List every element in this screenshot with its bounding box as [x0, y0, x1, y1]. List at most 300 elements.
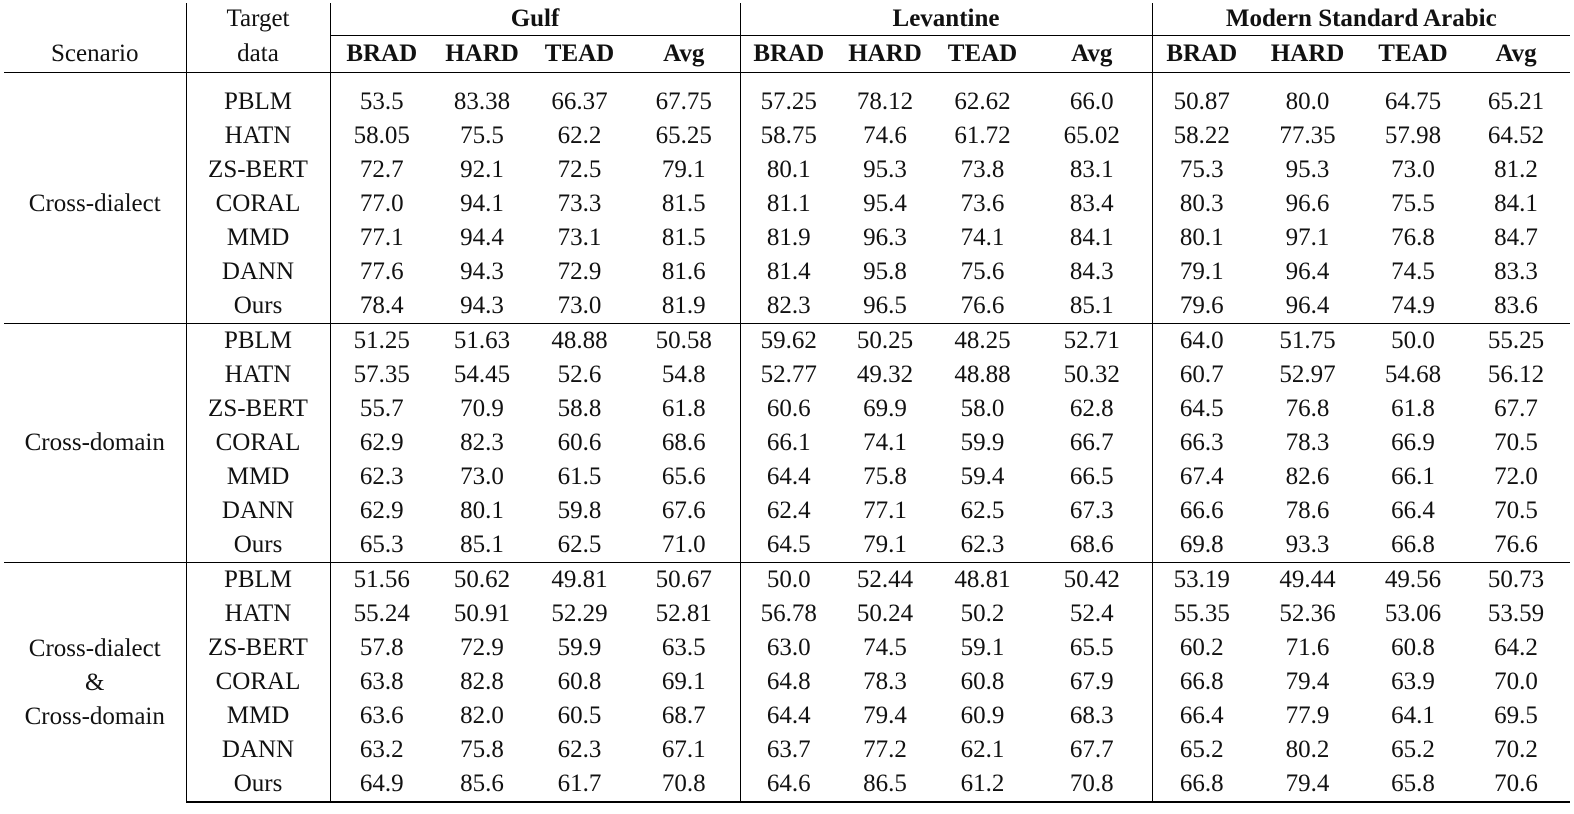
score-cell: 49.32	[856, 361, 914, 388]
score-cell: 57.35	[330, 358, 433, 392]
score-cell: 68.6	[1069, 531, 1114, 558]
score-cell: 70.6	[1462, 767, 1570, 802]
subcol-header: BRAD	[330, 36, 433, 73]
score-cell: 72.0	[1494, 463, 1538, 490]
model-name: DANN	[186, 494, 330, 528]
score-cell: 69.9	[863, 395, 907, 422]
score-cell: 50.25	[837, 324, 933, 359]
model-name: CORAL	[186, 426, 330, 460]
score-cell: 67.75	[655, 88, 712, 115]
score-cell: 67.4	[1152, 460, 1251, 494]
model-name: HATN	[186, 358, 330, 392]
table-header	[4, 3, 1570, 73]
score-cell: 57.8	[330, 631, 433, 665]
score-cell: 57.98	[1384, 122, 1442, 149]
model-name: PBLM	[186, 563, 330, 598]
score-cell: 70.5	[1494, 429, 1538, 456]
score-cell: 50.73	[1462, 563, 1570, 598]
score-cell: 64.1	[1391, 702, 1435, 729]
score-cell: 84.1	[1494, 190, 1538, 217]
score-cell: 81.1	[740, 187, 837, 221]
score-cell: 62.3	[330, 460, 433, 494]
score-cell: 85.1	[460, 531, 504, 558]
score-cell: 79.1	[661, 156, 706, 183]
score-cell: 61.2	[933, 767, 1032, 802]
score-cell: 50.0	[1364, 324, 1462, 359]
scenario-block-cross-dialect-domain	[4, 563, 1570, 803]
score-cell: 96.5	[863, 292, 907, 319]
score-cell: 72.9	[557, 258, 602, 285]
score-cell: 62.4	[740, 494, 837, 528]
score-cell: 66.7	[1069, 429, 1114, 456]
score-cell: 64.5	[1152, 392, 1251, 426]
score-cell: 81.6	[661, 258, 706, 285]
score-cell: 79.4	[863, 702, 907, 729]
score-cell: 66.5	[1069, 463, 1114, 490]
score-cell: 79.1	[863, 531, 907, 558]
score-cell: 80.2	[1285, 736, 1330, 763]
score-cell: 63.7	[740, 733, 837, 767]
scenario-header: Scenario	[4, 3, 186, 73]
score-cell: 84.7	[1494, 224, 1538, 251]
score-cell: 48.25	[933, 324, 1032, 359]
score-cell: 76.6	[1494, 531, 1538, 558]
score-cell: 48.88	[531, 324, 628, 359]
score-cell: 66.3	[1152, 426, 1251, 460]
model-name: Ours	[186, 289, 330, 324]
score-cell: 58.22	[1152, 119, 1251, 153]
score-cell: 53.59	[1487, 600, 1545, 627]
scenario-label	[4, 563, 186, 803]
score-cell: 75.8	[863, 463, 907, 490]
table-row	[4, 358, 1570, 392]
subcol-header: TEAD	[531, 36, 628, 73]
score-cell: 52.36	[1279, 600, 1336, 627]
table-row	[4, 73, 1570, 120]
score-cell: 96.6	[1285, 190, 1330, 217]
score-cell: 52.6	[557, 361, 602, 388]
score-cell: 78.6	[1285, 497, 1330, 524]
score-cell: 73.0	[1391, 156, 1435, 183]
score-cell: 63.8	[330, 665, 433, 699]
score-cell: 76.8	[1391, 224, 1435, 251]
score-cell: 60.8	[1391, 634, 1435, 661]
score-cell: 92.1	[460, 156, 504, 183]
score-cell: 50.32	[1063, 361, 1120, 388]
score-cell: 64.5	[740, 528, 837, 563]
score-cell: 95.3	[863, 156, 907, 183]
score-cell: 75.6	[960, 258, 1005, 285]
score-cell: 64.75	[1384, 88, 1442, 115]
score-cell: 53.19	[1152, 563, 1251, 598]
group-header-levantine: Levantine	[740, 3, 1152, 36]
score-cell: 64.4	[740, 460, 837, 494]
score-cell: 85.1	[1069, 292, 1114, 319]
score-cell: 50.87	[1152, 73, 1251, 120]
score-cell: 58.75	[740, 119, 837, 153]
model-name: HATN	[186, 597, 330, 631]
score-cell: 60.6	[557, 429, 602, 456]
score-cell: 61.5	[557, 463, 602, 490]
score-cell: 50.58	[628, 324, 740, 359]
score-cell: 63.9	[1391, 668, 1435, 695]
score-cell: 67.3	[1069, 497, 1114, 524]
score-cell: 81.2	[1494, 156, 1538, 183]
score-cell: 95.3	[1285, 156, 1330, 183]
score-cell: 74.1	[863, 429, 907, 456]
score-cell: 85.6	[433, 767, 531, 802]
score-cell: 68.3	[1069, 702, 1114, 729]
score-cell: 69.1	[661, 668, 706, 695]
results-table	[4, 3, 1570, 803]
score-cell: 60.5	[557, 702, 602, 729]
score-cell: 70.9	[460, 395, 504, 422]
score-cell: 62.2	[557, 122, 602, 149]
score-cell: 55.25	[1462, 324, 1570, 359]
score-cell: 52.97	[1279, 361, 1336, 388]
score-cell: 61.8	[661, 395, 706, 422]
score-cell: 60.7	[1152, 358, 1251, 392]
score-cell: 66.8	[1391, 531, 1435, 558]
subcol-header: TEAD	[1364, 36, 1462, 73]
score-cell: 62.1	[960, 736, 1005, 763]
score-cell: 55.7	[330, 392, 433, 426]
score-cell: 63.0	[740, 631, 837, 665]
scenario-label-line: Cross-domain	[24, 429, 165, 456]
score-cell: 53.5	[330, 73, 433, 120]
table-row	[4, 426, 1570, 460]
score-cell: 77.2	[863, 736, 907, 763]
score-cell: 94.4	[460, 224, 504, 251]
score-cell: 51.63	[433, 324, 531, 359]
scenario-label-line: Cross-dialect	[28, 634, 161, 662]
score-cell: 50.62	[433, 563, 531, 598]
score-cell: 67.7	[1494, 395, 1538, 422]
scenario-label-line: Cross-dialect	[28, 190, 161, 217]
model-name: DANN	[186, 733, 330, 767]
score-cell: 66.0	[1069, 88, 1114, 115]
score-cell: 51.56	[330, 563, 433, 598]
score-cell: 73.6	[960, 190, 1005, 217]
score-cell: 64.0	[1152, 324, 1251, 359]
score-cell: 53.06	[1384, 600, 1442, 627]
score-cell: 62.9	[330, 494, 433, 528]
group-header-msa: Modern Standard Arabic	[1152, 3, 1570, 36]
score-cell: 69.8	[1152, 528, 1251, 563]
score-cell: 67.6	[661, 497, 706, 524]
score-cell: 86.5	[837, 767, 933, 802]
score-cell: 74.5	[863, 634, 907, 661]
table-row	[4, 494, 1570, 528]
score-cell: 70.8	[628, 767, 740, 802]
score-cell: 80.0	[1285, 88, 1330, 115]
score-cell: 66.37	[551, 88, 608, 115]
scenario-label-line: Cross-domain	[24, 702, 165, 730]
score-cell: 54.68	[1384, 361, 1442, 388]
table-row	[4, 392, 1570, 426]
score-cell: 76.6	[960, 292, 1005, 319]
score-cell: 56.78	[740, 597, 837, 631]
score-cell: 59.9	[960, 429, 1005, 456]
subcol-header: Avg	[1032, 36, 1152, 73]
score-cell: 60.9	[960, 702, 1005, 729]
table-row	[4, 631, 1570, 665]
score-cell: 71.6	[1285, 634, 1330, 661]
score-cell: 69.5	[1494, 702, 1538, 729]
table-row	[4, 324, 1570, 359]
model-name: MMD	[186, 699, 330, 733]
score-cell: 83.3	[1494, 258, 1538, 285]
score-cell: 59.62	[740, 324, 837, 359]
score-cell: 82.6	[1285, 463, 1330, 490]
score-cell: 59.9	[557, 634, 602, 661]
score-cell: 66.6	[1152, 494, 1251, 528]
score-cell: 66.8	[1152, 665, 1251, 699]
score-cell: 79.4	[1251, 767, 1364, 802]
score-cell: 55.35	[1152, 597, 1251, 631]
score-cell: 66.1	[740, 426, 837, 460]
score-cell: 82.3	[460, 429, 504, 456]
score-cell: 74.1	[960, 224, 1005, 251]
score-cell: 66.8	[1152, 767, 1251, 802]
score-cell: 80.3	[1152, 187, 1251, 221]
score-cell: 49.44	[1251, 563, 1364, 598]
score-cell: 62.5	[960, 497, 1005, 524]
table-row	[4, 665, 1570, 699]
model-name: ZS-BERT	[186, 153, 330, 187]
model-name: HATN	[186, 119, 330, 153]
table-row	[4, 460, 1570, 494]
model-name: PBLM	[186, 73, 330, 120]
model-name: MMD	[186, 460, 330, 494]
score-cell: 84.3	[1069, 258, 1114, 285]
score-cell: 65.6	[661, 463, 706, 490]
score-cell: 59.1	[960, 634, 1005, 661]
score-cell: 97.1	[1285, 224, 1330, 251]
score-cell: 52.44	[837, 563, 933, 598]
score-cell: 59.8	[557, 497, 602, 524]
score-cell: 48.81	[933, 563, 1032, 598]
score-cell: 74.6	[863, 122, 907, 149]
subcol-header: BRAD	[740, 36, 837, 73]
score-cell: 49.56	[1364, 563, 1462, 598]
score-cell: 70.2	[1494, 736, 1538, 763]
score-cell: 81.5	[661, 224, 706, 251]
score-cell: 66.4	[1391, 497, 1435, 524]
score-cell: 62.62	[954, 88, 1011, 115]
model-name: CORAL	[186, 665, 330, 699]
target-header-bottom: data	[186, 36, 330, 73]
score-cell: 62.3	[557, 736, 602, 763]
subcol-header: HARD	[837, 36, 933, 73]
score-cell: 51.25	[330, 324, 433, 359]
score-cell: 48.88	[954, 361, 1011, 388]
score-cell: 60.8	[557, 668, 602, 695]
score-cell: 65.02	[1063, 122, 1120, 149]
score-cell: 63.2	[330, 733, 433, 767]
model-name: MMD	[186, 221, 330, 255]
subcol-header: HARD	[433, 36, 531, 73]
score-cell: 50.24	[856, 600, 914, 627]
subcol-header: Avg	[628, 36, 740, 73]
score-cell: 67.9	[1069, 668, 1114, 695]
score-cell: 62.3	[960, 531, 1005, 558]
table-row	[4, 255, 1570, 289]
score-cell: 75.3	[1152, 153, 1251, 187]
score-cell: 65.3	[330, 528, 433, 563]
scenario-label-line: &	[85, 668, 105, 696]
score-cell: 60.8	[960, 668, 1005, 695]
score-cell: 71.0	[661, 531, 706, 558]
score-cell: 56.12	[1487, 361, 1545, 388]
score-cell: 65.5	[1069, 634, 1114, 661]
score-cell: 65.21	[1487, 88, 1545, 115]
score-cell: 74.9	[1391, 292, 1435, 319]
score-cell: 83.38	[453, 88, 511, 115]
score-cell: 73.1	[557, 224, 602, 251]
score-cell: 62.5	[557, 531, 602, 558]
score-cell: 83.1	[1069, 156, 1114, 183]
score-cell: 79.4	[1285, 668, 1330, 695]
score-cell: 74.5	[1391, 258, 1435, 285]
score-cell: 80.1	[740, 153, 837, 187]
score-cell: 78.12	[856, 88, 914, 115]
score-cell: 54.8	[661, 361, 706, 388]
table-row	[4, 563, 1570, 598]
table-row	[4, 767, 1570, 802]
score-cell: 94.3	[460, 258, 504, 285]
score-cell: 75.8	[460, 736, 504, 763]
model-name: DANN	[186, 255, 330, 289]
table-row	[4, 733, 1570, 767]
score-cell: 50.42	[1032, 563, 1152, 598]
score-cell: 96.4	[1285, 258, 1330, 285]
score-cell: 57.25	[740, 73, 837, 120]
table-row	[4, 528, 1570, 563]
score-cell: 59.4	[960, 463, 1005, 490]
score-cell: 81.4	[740, 255, 837, 289]
score-cell: 62.8	[1069, 395, 1114, 422]
score-cell: 61.8	[1391, 395, 1435, 422]
score-cell: 78.4	[330, 289, 433, 324]
subcol-header: TEAD	[933, 36, 1032, 73]
score-cell: 83.4	[1069, 190, 1114, 217]
table-row	[4, 597, 1570, 631]
table-row	[4, 699, 1570, 733]
score-cell: 61.7	[531, 767, 628, 802]
score-cell: 75.5	[1391, 190, 1435, 217]
score-cell: 77.1	[330, 221, 433, 255]
score-cell: 77.6	[330, 255, 433, 289]
score-cell: 77.0	[330, 187, 433, 221]
score-cell: 82.0	[460, 702, 504, 729]
model-name: Ours	[186, 528, 330, 563]
score-cell: 73.0	[460, 463, 504, 490]
score-cell: 80.1	[1152, 221, 1251, 255]
table-row	[4, 153, 1570, 187]
score-cell: 63.6	[330, 699, 433, 733]
score-cell: 96.3	[863, 224, 907, 251]
score-cell: 58.8	[557, 395, 602, 422]
score-cell: 60.2	[1152, 631, 1251, 665]
score-cell: 78.3	[1285, 429, 1330, 456]
scenario-label	[4, 73, 186, 324]
score-cell: 72.7	[330, 153, 433, 187]
model-name: CORAL	[186, 187, 330, 221]
score-cell: 51.75	[1251, 324, 1364, 359]
score-cell: 50.2	[960, 600, 1005, 627]
score-cell: 66.4	[1152, 699, 1251, 733]
score-cell: 75.5	[460, 122, 504, 149]
score-cell: 64.8	[740, 665, 837, 699]
score-cell: 52.4	[1069, 600, 1114, 627]
score-cell: 73.8	[960, 156, 1005, 183]
score-cell: 66.9	[1391, 429, 1435, 456]
scenario-label	[4, 324, 186, 563]
score-cell: 64.4	[740, 699, 837, 733]
score-cell: 96.4	[1285, 292, 1330, 319]
score-cell: 58.0	[960, 395, 1005, 422]
subcol-header: HARD	[1251, 36, 1364, 73]
score-cell: 66.1	[1391, 463, 1435, 490]
score-cell: 58.05	[330, 119, 433, 153]
score-cell: 70.8	[1032, 767, 1152, 802]
score-cell: 52.71	[1032, 324, 1152, 359]
score-cell: 83.6	[1494, 292, 1538, 319]
score-cell: 60.6	[740, 392, 837, 426]
score-cell: 82.8	[460, 668, 504, 695]
score-cell: 70.5	[1494, 497, 1538, 524]
score-cell: 50.91	[453, 600, 511, 627]
target-header-top: Target	[186, 3, 330, 36]
score-cell: 77.1	[863, 497, 907, 524]
score-cell: 67.7	[1069, 736, 1114, 763]
score-cell: 64.2	[1494, 634, 1538, 661]
model-name: Ours	[186, 767, 330, 802]
score-cell: 76.8	[1285, 395, 1330, 422]
group-header-gulf: Gulf	[330, 3, 740, 36]
score-cell: 78.3	[863, 668, 907, 695]
score-cell: 81.5	[661, 190, 706, 217]
score-cell: 64.6	[740, 767, 837, 802]
score-cell: 79.1	[1152, 255, 1251, 289]
score-cell: 95.8	[863, 258, 907, 285]
scenario-block-cross-domain	[4, 324, 1570, 563]
subcol-header: Avg	[1462, 36, 1570, 73]
score-cell: 68.7	[661, 702, 706, 729]
score-cell: 95.4	[863, 190, 907, 217]
score-cell: 73.0	[557, 292, 602, 319]
score-cell: 79.6	[1152, 289, 1251, 324]
score-cell: 65.2	[1391, 736, 1435, 763]
score-cell: 50.0	[740, 563, 837, 598]
score-cell: 54.45	[453, 361, 511, 388]
score-cell: 68.6	[661, 429, 706, 456]
scenario-block-cross-dialect	[4, 73, 1570, 324]
table-row	[4, 187, 1570, 221]
table-row	[4, 289, 1570, 324]
score-cell: 63.5	[661, 634, 706, 661]
score-cell: 55.24	[330, 597, 433, 631]
score-cell: 64.9	[330, 767, 433, 802]
score-cell: 52.77	[740, 358, 837, 392]
score-cell: 49.81	[531, 563, 628, 598]
model-name: PBLM	[186, 324, 330, 359]
score-cell: 77.35	[1279, 122, 1336, 149]
score-cell: 70.0	[1494, 668, 1538, 695]
score-cell: 81.9	[661, 292, 706, 319]
subcol-header: BRAD	[1152, 36, 1251, 73]
